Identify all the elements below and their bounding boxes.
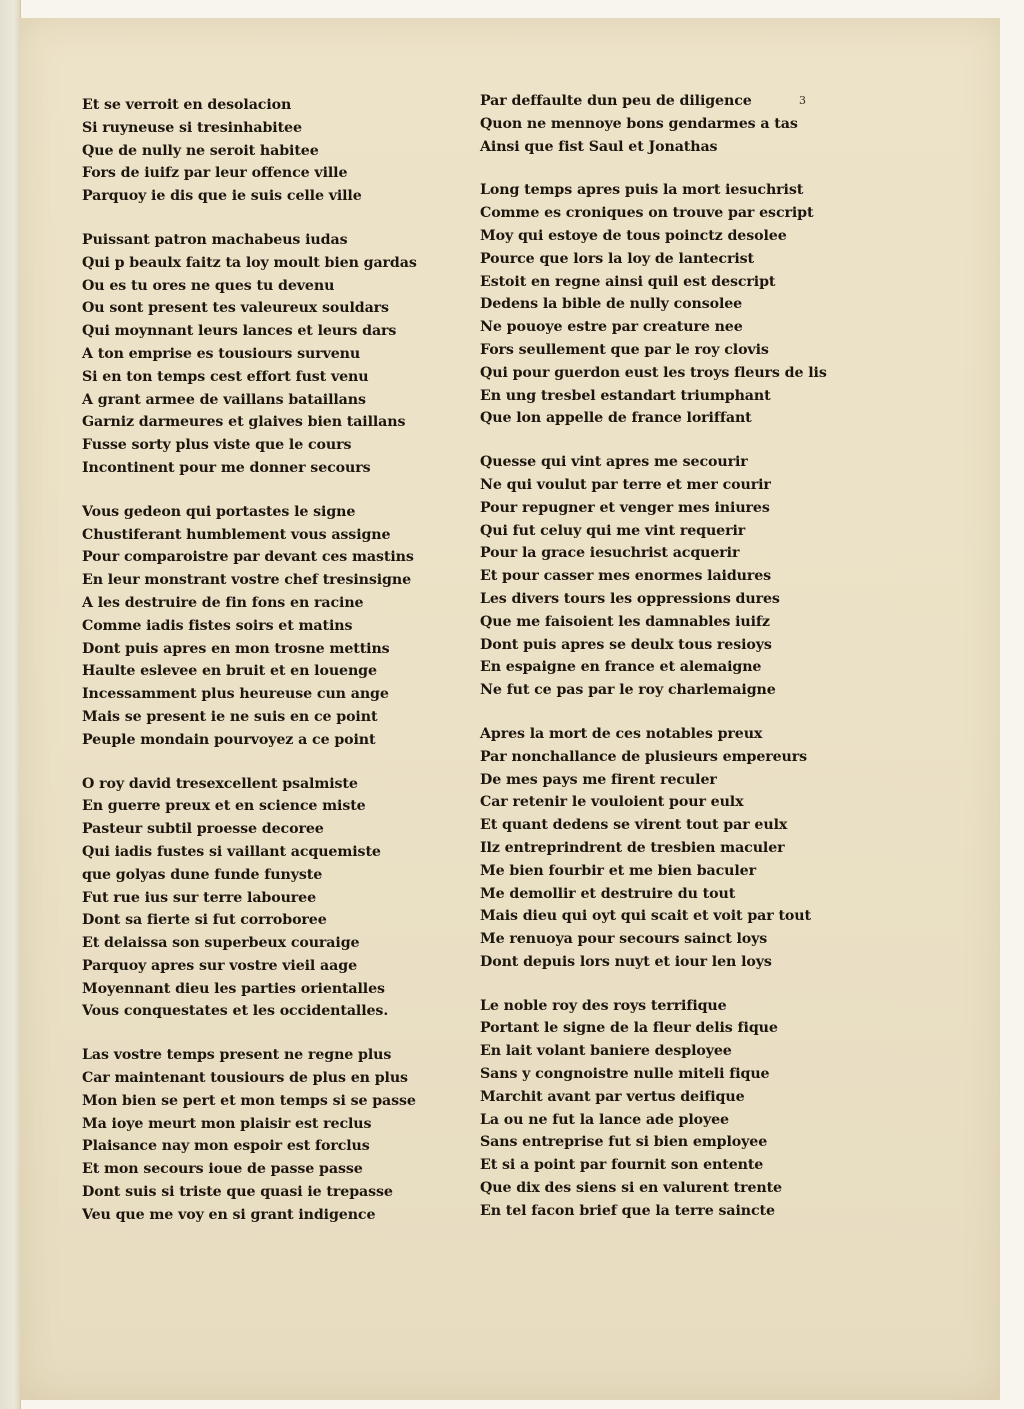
verse-line: En tel facon brief que la terre saincte xyxy=(480,1202,775,1219)
verse-line: Fut rue ius sur terre labouree xyxy=(82,889,317,906)
verse-line: Pource que lors la loy de lantecrist xyxy=(480,250,754,267)
verse-line: La ou ne fut la lance ade ployee xyxy=(480,1111,729,1128)
verse-line: Si ruyneuse si tresinhabitee xyxy=(82,119,302,136)
verse-line: Que dix des siens si en valurent trente xyxy=(480,1180,782,1197)
verse-line: Et se verroit en desolacion xyxy=(82,97,292,113)
verse-line: Et pour casser mes enormes laidures xyxy=(480,568,772,585)
verse-line: Long temps apres puis la mort iesuchrist xyxy=(480,182,804,199)
stanza xyxy=(480,90,860,158)
page-margin-right xyxy=(1000,18,1024,1400)
stanza xyxy=(82,773,462,1024)
verse-line: Pour comparoistre par devant ces mastins xyxy=(82,549,414,566)
right-text-column xyxy=(480,90,860,1223)
verse-line: Parquoy ie dis que ie suis celle ville xyxy=(82,188,362,205)
verse-line: Et si a point par fournit son entente xyxy=(480,1157,764,1174)
stanza xyxy=(480,995,860,1223)
verse-line: Ou es tu ores ne ques tu devenu xyxy=(82,277,335,294)
verse-line: Parquoy apres sur vostre vieil aage xyxy=(82,957,357,974)
verse-line: Ma ioye meurt mon plaisir est reclus xyxy=(82,1115,372,1132)
verse-line: Que lon appelle de france loriffant xyxy=(480,410,752,427)
verse-line: Dont puis apres en mon trosne mettins xyxy=(82,640,390,657)
stanza xyxy=(480,723,860,974)
stanza xyxy=(480,179,860,430)
verse-line: Vous conquestates et les occidentalles. xyxy=(82,1003,389,1020)
verse-line: Dont depuis lors nuyt et iour len loys xyxy=(480,953,772,970)
verse-line: Las vostre temps present ne regne plus xyxy=(82,1047,392,1064)
verse-line: Fors de iuifz par leur offence ville xyxy=(82,165,348,182)
verse-line: Incessamment plus heureuse cun ange xyxy=(82,686,389,703)
verse-line: Que me faisoient les damnables iuifz xyxy=(480,613,770,630)
verse-line: A grant armee de vaillans bataillans xyxy=(82,391,366,408)
verse-line: Ou sont present tes valeureux souldars xyxy=(82,300,389,317)
verse-line: Ilz entreprindrent de tresbien maculer xyxy=(480,839,785,856)
verse-line: Par nonchallance de plusieurs empereurs xyxy=(480,748,808,765)
verse-line: Comme es croniques on trouve par escript xyxy=(480,205,814,222)
verse-line: En lait volant baniere desployee xyxy=(480,1043,732,1060)
facing-page-edge xyxy=(0,0,21,1409)
verse-line: Ne pouoye estre par creature nee xyxy=(480,319,743,336)
verse-line: Dont suis si triste que quasi ie trepasse xyxy=(82,1184,393,1201)
verse-line: Mais dieu qui oyt qui scait et voit par tout xyxy=(480,908,811,925)
verse-line: Pour repugner et venger mes iniures xyxy=(480,499,770,516)
folio-number: 3 xyxy=(799,94,806,107)
verse-line: Me demollir et destruire du tout xyxy=(480,885,736,902)
verse-line: Moy qui estoye de tous poinctz desolee xyxy=(480,227,787,244)
stanza xyxy=(82,501,462,752)
stanza xyxy=(480,451,860,702)
verse-line: Apres la mort de ces notables preux xyxy=(480,725,763,742)
verse-line: Comme iadis fistes soirs et matins xyxy=(82,617,353,634)
verse-line: Pasteur subtil proesse decoree xyxy=(82,821,324,838)
verse-line: Garniz darmeures et glaives bien taillans xyxy=(82,414,406,431)
verse-line: Par deffaulte dun peu de diligence xyxy=(480,93,752,109)
verse-line: En espaigne en france et alemaigne xyxy=(480,659,762,676)
verse-line: Si en ton temps cest effort fust venu xyxy=(82,368,369,385)
verse-line: A ton emprise es tousiours survenu xyxy=(82,345,361,362)
verse-line: Marchit avant par vertus deifique xyxy=(480,1088,745,1105)
verse-line: Me bien fourbir et me bien baculer xyxy=(480,862,756,879)
left-text-column xyxy=(82,94,462,1227)
verse-line: Puissant patron machabeus iudas xyxy=(82,231,348,248)
verse-line: En guerre preux et en science miste xyxy=(82,798,366,815)
verse-line: Moyennant dieu les parties orientalles xyxy=(82,980,385,997)
verse-line: Ne fut ce pas par le roy charlemaigne xyxy=(480,682,776,699)
verse-line: Car retenir le vouloient pour eulx xyxy=(480,794,744,811)
verse-line: Haulte eslevee en bruit et en louenge xyxy=(82,663,377,680)
verse-line: Le noble roy des roys terrifique xyxy=(480,997,727,1014)
verse-line: Qui pour guerdon eust les troys fleurs de lis xyxy=(480,364,827,381)
verse-line: Et quant dedens se virent tout par eulx xyxy=(480,817,788,834)
verse-line: Peuple mondain pourvoyez a ce point xyxy=(82,731,376,748)
verse-line: Pour la grace iesuchrist acquerir xyxy=(480,545,740,562)
verse-line: Fusse sorty plus viste que le cours xyxy=(82,437,352,454)
verse-line: Qui p beaulx faitz ta loy moult bien gardas xyxy=(82,254,417,271)
verse-line: O roy david tresexcellent psalmiste xyxy=(82,775,358,792)
verse-line: Sans y congnoistre nulle miteli fique xyxy=(480,1066,770,1083)
verse-line: Incontinent pour me donner secours xyxy=(82,459,371,476)
stanza xyxy=(82,1044,462,1226)
verse-line: Quesse qui vint apres me secourir xyxy=(480,454,748,471)
verse-line: Me renuoya pour secours sainct loys xyxy=(480,931,768,948)
verse-line: Car maintenant tousiours de plus en plus xyxy=(82,1070,408,1087)
verse-line: Que de nully ne seroit habitee xyxy=(82,142,319,159)
verse-line: Mais se present ie ne suis en ce point xyxy=(82,708,378,725)
verse-line: A les destruire de fin fons en racine xyxy=(82,594,364,611)
verse-line: De mes pays me firent reculer xyxy=(480,771,717,788)
verse-line: Qui fut celuy qui me vint requerir xyxy=(480,522,746,539)
verse-line: Estoit en regne ainsi quil est descript xyxy=(480,273,776,290)
verse-line: que golyas dune funde funyste xyxy=(82,866,323,883)
verse-line: Portant le signe de la fleur delis fique xyxy=(480,1020,778,1037)
verse-line: Et delaissa son superbeux couraige xyxy=(82,935,360,952)
verse-line: Dont sa fierte si fut corroboree xyxy=(82,912,327,929)
stanza xyxy=(82,94,462,208)
verse-line: Veu que me voy en si grant indigence xyxy=(82,1206,376,1223)
verse-line: Et mon secours ioue de passe passe xyxy=(82,1161,363,1178)
verse-line: Mon bien se pert et mon temps si se passe xyxy=(82,1092,416,1109)
verse-line: Plaisance nay mon espoir est forclus xyxy=(82,1138,370,1155)
verse-line: Qui iadis fustes si vaillant acquemiste xyxy=(82,843,381,860)
verse-line: Dedens la bible de nully consolee xyxy=(480,296,743,313)
verse-line: Chustiferant humblement vous assigne xyxy=(82,526,391,543)
verse-line: Sans entreprise fut si bien employee xyxy=(480,1134,768,1151)
verse-line: Dont puis apres se deulx tous resioys xyxy=(480,636,772,653)
verse-line: Ne qui voulut par terre et mer courir xyxy=(480,476,771,493)
verse-line: Qui moynnant leurs lances et leurs dars xyxy=(82,323,397,340)
verse-line: Quon ne mennoye bons gendarmes a tas xyxy=(480,115,798,132)
verse-line: Fors seullement que par le roy clovis xyxy=(480,341,769,358)
verse-line: Vous gedeon qui portastes le signe xyxy=(82,503,356,520)
verse-line: En leur monstrant vostre chef tresinsigne xyxy=(82,572,412,589)
verse-line: En ung tresbel estandart triumphant xyxy=(480,387,771,404)
verse-line: Les divers tours les oppressions dures xyxy=(480,590,780,607)
stanza xyxy=(82,229,462,480)
verse-line: Ainsi que fist Saul et Jonathas xyxy=(480,138,718,155)
